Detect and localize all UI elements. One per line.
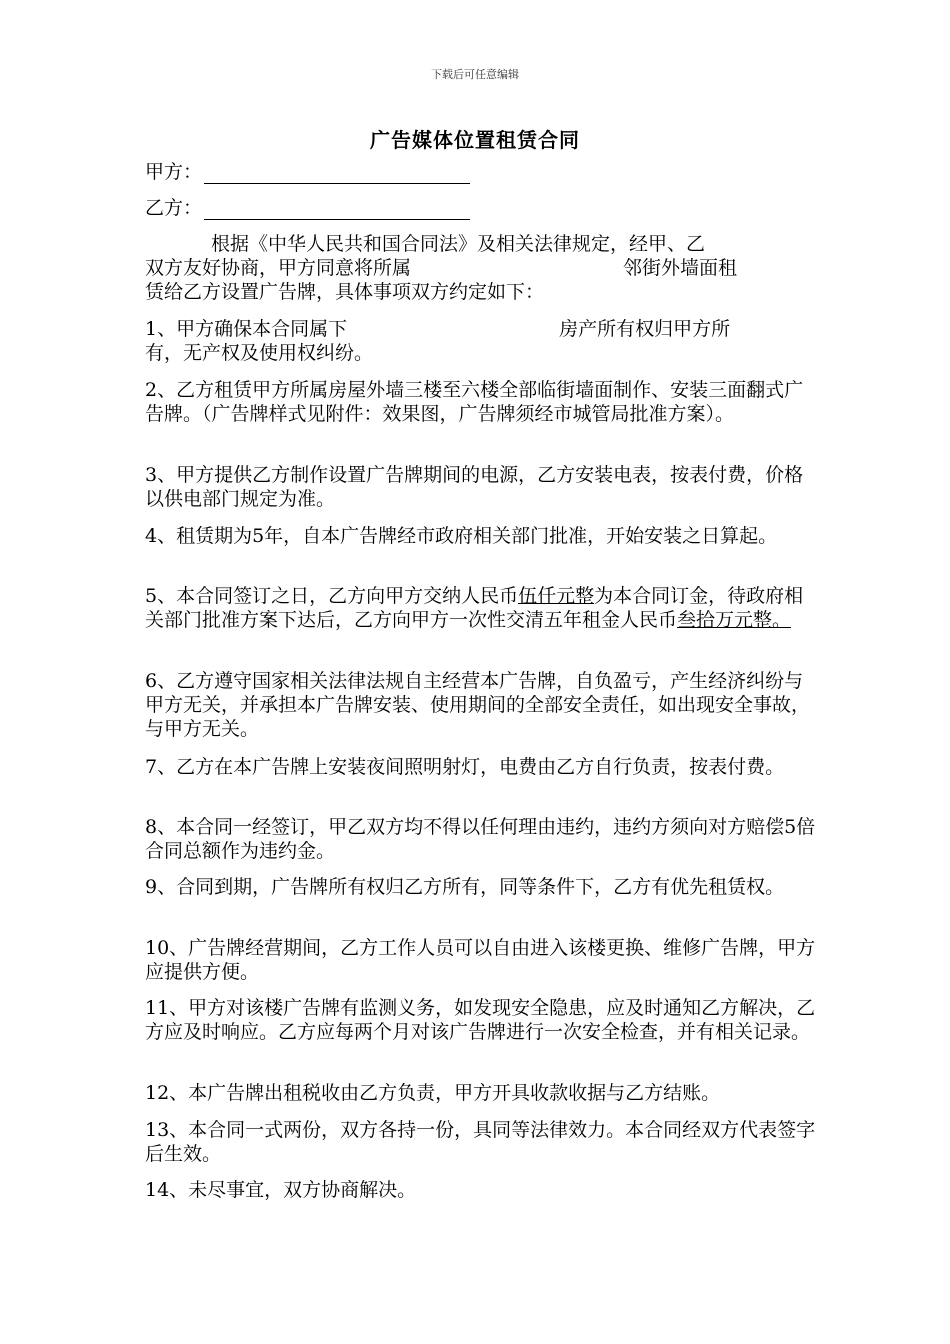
clause-1-c: 有，无产权及使用权纠纷。 — [145, 342, 374, 364]
clause-1-a: 1、甲方确保本合同属下 — [145, 318, 348, 340]
clause-5-a: 5、本合同签订之日，乙方向甲方交纳人民币 — [145, 585, 519, 607]
clause-1-b: 房产所有权归甲方所 — [559, 318, 731, 340]
rent-amount: 叁拾万元整。 — [677, 609, 792, 631]
party-b-label: 乙方： — [145, 197, 203, 219]
clause-1 — [145, 317, 817, 365]
clause-12: 12、本广告牌出租税收由乙方负责，甲方开具收款收据与乙方结账。 — [145, 1082, 721, 1104]
clause-13: 13、本合同一式两份，双方各持一份，具同等法律效力。本合同经双方代表签字后生效。 — [145, 1119, 816, 1165]
clause-4: 4、租赁期为5年，自本广告牌经市政府相关部门批准，开始安装之日算起。 — [145, 525, 778, 547]
header-note: 下载后可任意编辑 — [431, 68, 519, 81]
clause-9: 9、合同到期，广告牌所有权归乙方所有，同等条件下，乙方有优先租赁权。 — [145, 876, 785, 898]
intro-line-2a: 双方友好协商，甲方同意将所属 — [145, 257, 412, 279]
intro-line-3: 赁给乙方设置广告牌，具体事项双方约定如下： — [145, 281, 545, 303]
clause-6: 6、乙方遵守国家相关法律法规自主经营本广告牌，自负盈亏，产生经济纠纷与甲方无关，并承担本广告牌安装、使用期间的全部安全责任，如出现安全事故，与甲方无关。 — [145, 670, 811, 740]
party-b-row — [145, 192, 470, 220]
clause-2: 2、乙方租赁甲方所属房屋外墙三楼至六楼全部临街墙面制作、安装三面翻式广告牌。（广告牌样式见附件：效果图，广告牌须经市城管局批准方案）。 — [145, 379, 804, 425]
party-a-label: 甲方： — [145, 161, 203, 183]
intro-line-2b: 邻街外墙面租 — [623, 257, 738, 279]
intro-paragraph — [145, 232, 817, 304]
party-a-blank[interactable] — [204, 161, 470, 184]
clause-5 — [145, 584, 817, 632]
clause-10: 10、广告牌经营期间，乙方工作人员可以自由进入该楼更换、维修广告牌，甲方应提供方便。 — [145, 937, 816, 983]
intro-line-2 — [145, 256, 817, 280]
party-a-row — [145, 156, 470, 184]
clause-8: 8、本合同一经签订，甲乙双方均不得以任何理由违约，违约方须向对方赔偿5倍合同总额作为违约金。 — [145, 816, 816, 862]
clause-14: 14、未尽事宜，双方协商解决。 — [145, 1179, 417, 1201]
clause-7: 7、乙方在本广告牌上安装夜间照明射灯，电费由乙方自行负责，按表付费。 — [145, 756, 785, 778]
deposit-amount: 伍仟元整 — [518, 585, 595, 607]
intro-line-1: 根据《中华人民共和国合同法》及相关法律规定，经甲、乙 — [211, 233, 706, 255]
clause-11: 11、甲方对该楼广告牌有监测义务，如发现安全隐患，应及时通知乙方解决，乙方应及时响应。乙方应每两个月对该广告牌进行一次安全检查，并有相关记录。 — [145, 997, 816, 1043]
clause-5-b: 为本合同订金，待政府相关部门批准方案下达后，乙方向甲方一次性交清五年租金人民币 — [145, 585, 804, 631]
document-title: 广告媒体位置租赁合同 — [370, 128, 580, 152]
clause-3: 3、甲方提供乙方制作设置广告牌期间的电源，乙方安装电表，按表付费，价格以供电部门规定为准。 — [145, 464, 804, 510]
party-b-blank[interactable] — [204, 197, 470, 220]
